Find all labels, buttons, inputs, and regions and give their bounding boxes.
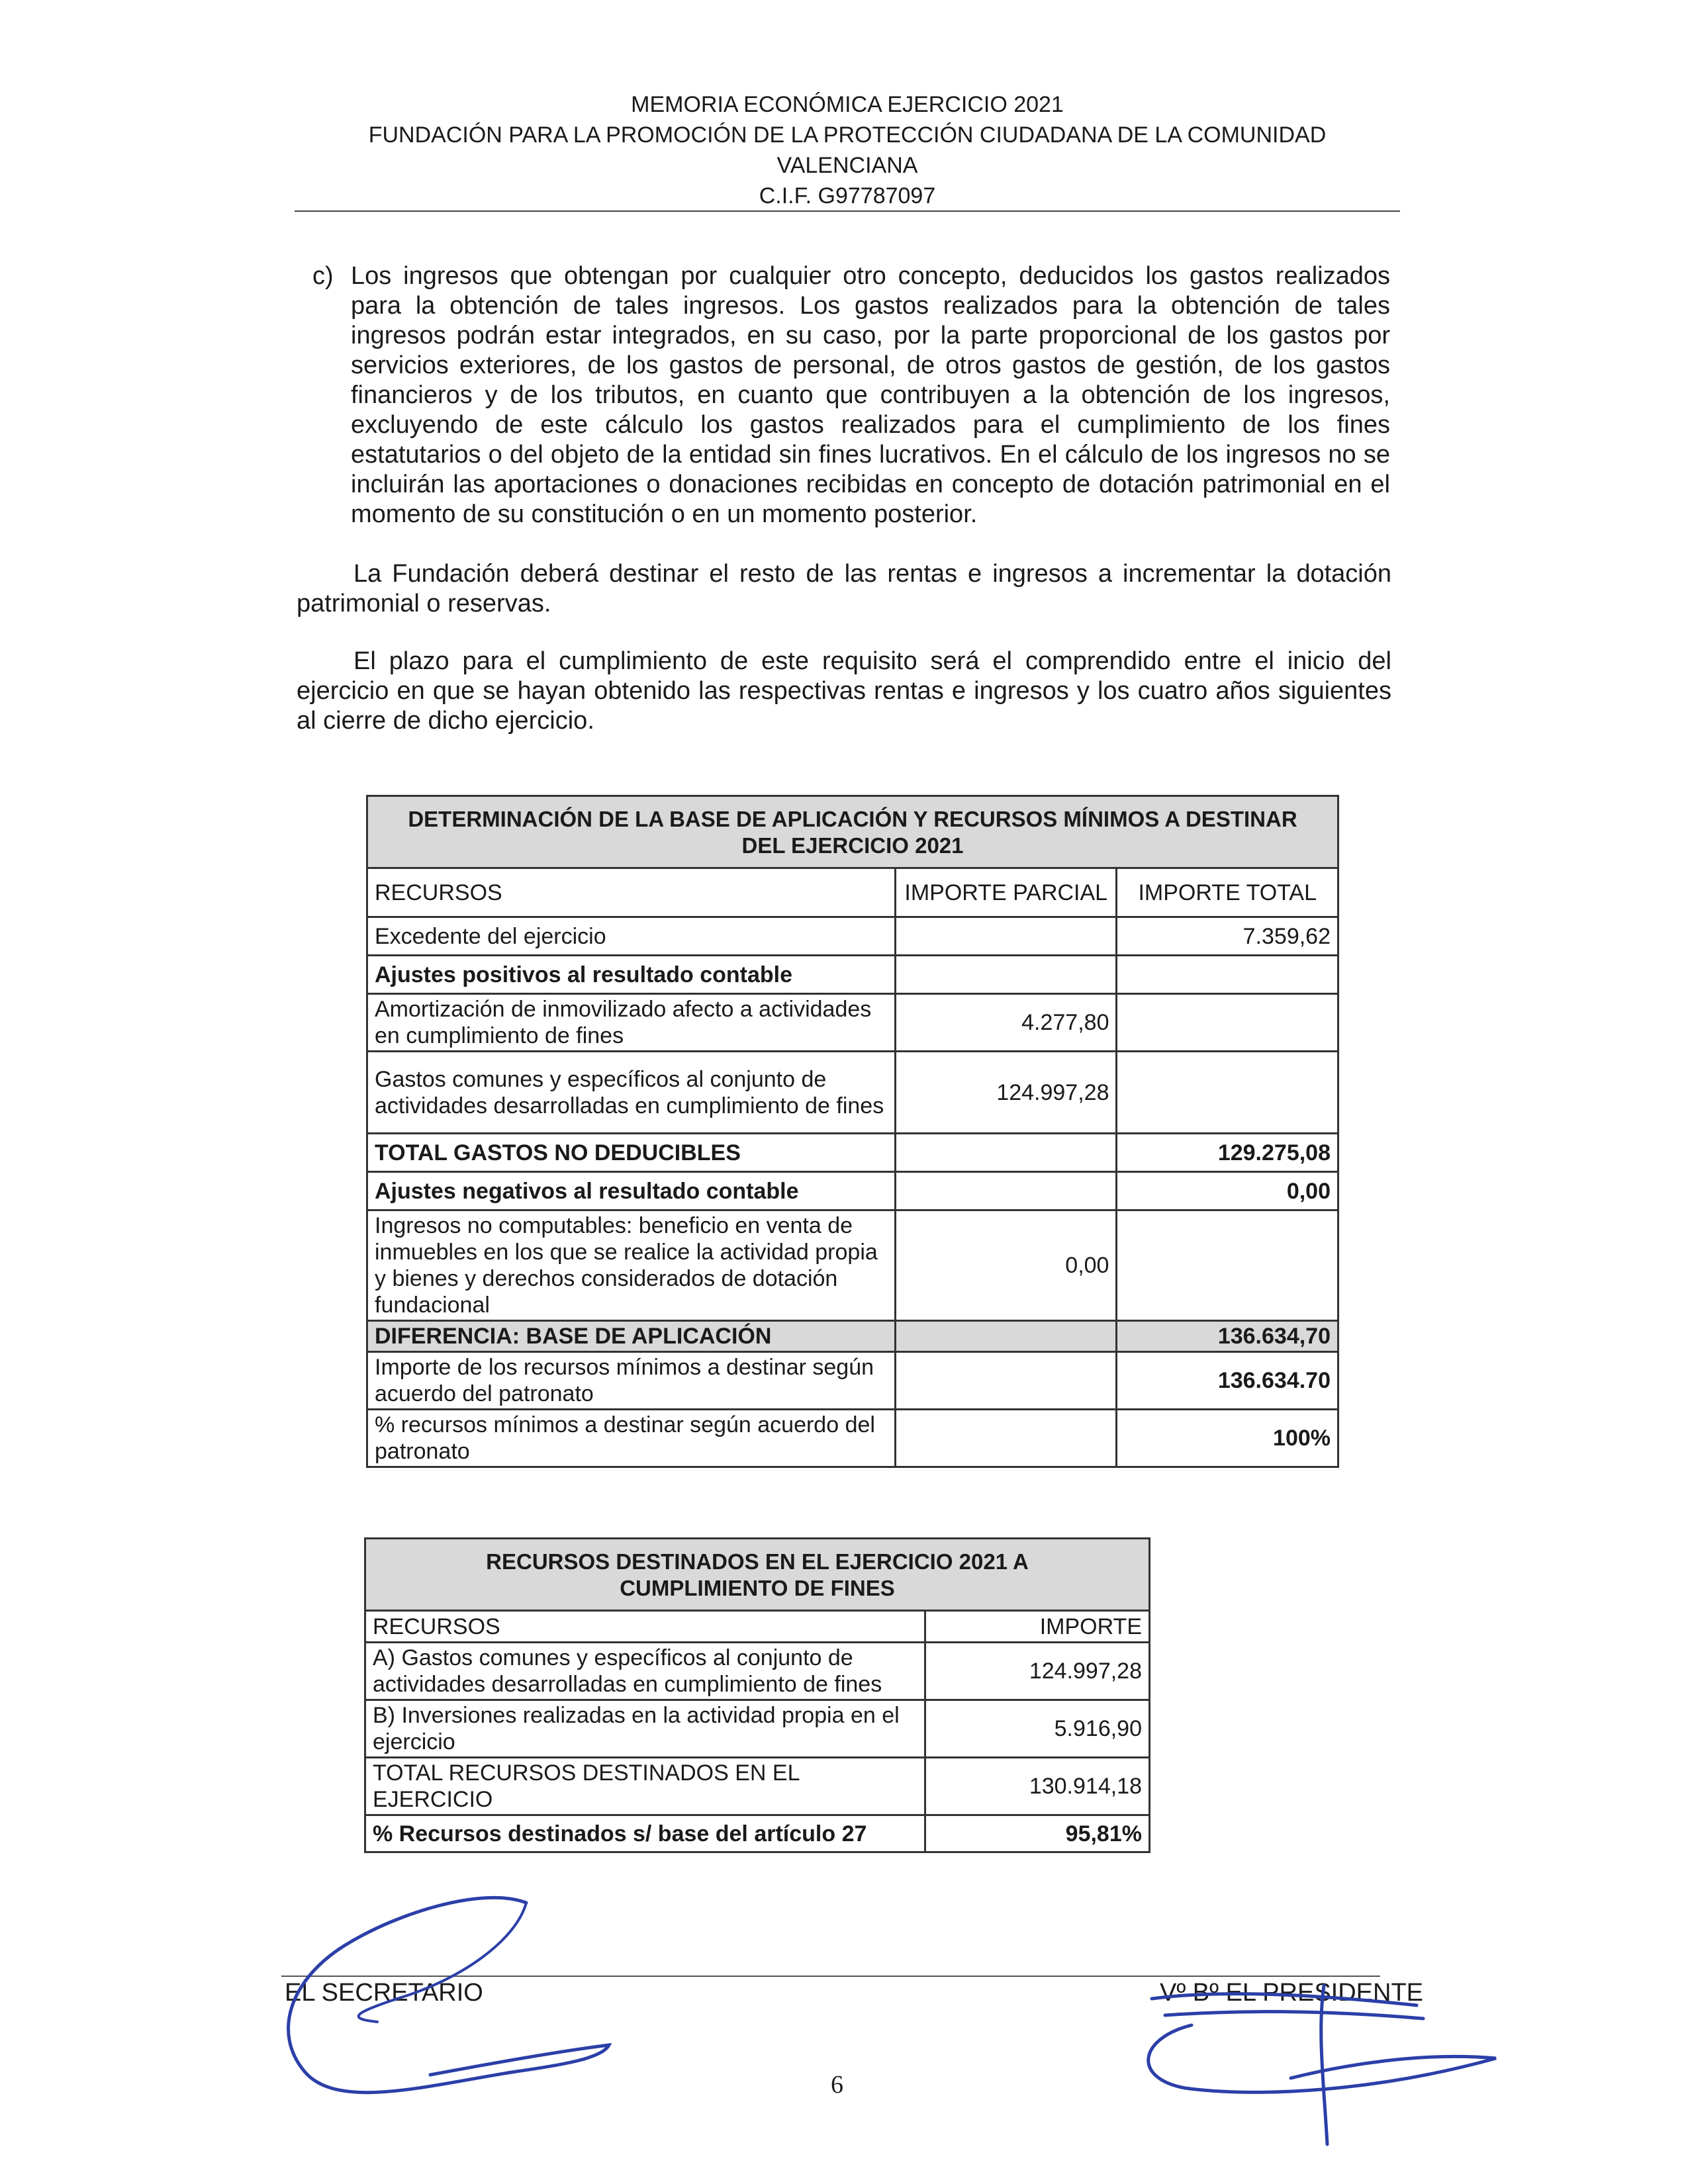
- table-row: Ajustes negativos al resultado contable 0,00: [367, 1172, 1338, 1210]
- paragraph-c-text: Los ingresos que obtengan por cualquier otro concepto, deducidos los gastos realizados para la obtención de tales ingresos. Los gastos realizados para la obtención de tales ingresos podrán estar integrados, en su caso, por la parte proporcional de los gastos por servicios exteriores, de los gastos de personal, de otros gastos de gestión, de los gastos financieros y de los tributos, en cuanto que contribuyen a la obtención de los ingresos, excluyendo de este cálculo los gastos realizados para el cumplimiento de los fines estatutarios o del objeto de la entidad sin fines lucrativos. En el cálculo de los ingresos no se incluirán las aportaciones o donaciones recibidas en concepto de dotación patrimonial en el momento de su constitución o en un momento posterior.: [351, 262, 1390, 528]
- paragraph-c-marker: c): [312, 262, 334, 290]
- paragraph-plazo: El plazo para el cumplimiento de este requisito será el comprendido entre el inicio del ejercicio en que se hayan obtenido las respectivas rentas e ingresos y los cuatro años siguientes al cierre de dicho ejercicio.: [297, 647, 1391, 735]
- page-number: 6: [831, 2071, 843, 2099]
- table-row: Excedente del ejercicio 7.359,62: [367, 917, 1338, 956]
- table-row: A) Gastos comunes y específicos al conjunto de actividades desarrolladas en cumplimiento de fines 124.997,28: [365, 1643, 1150, 1700]
- base-aplicacion-table: [366, 795, 1339, 1468]
- table-row: Ingresos no computables: beneficio en venta de inmuebles en los que se realice la actividad propia y bienes y derechos considerados de dotación fundacional 0,00: [367, 1210, 1338, 1321]
- table-row: B) Inversiones realizadas en la actividad propia en el ejercicio 5.916,90: [365, 1700, 1150, 1758]
- table-row: TOTAL RECURSOS DESTINADOS EN EL EJERCICIO 130.914,18: [365, 1758, 1150, 1815]
- paragraph-fundacion: La Fundación deberá destinar el resto de las rentas e ingresos a incrementar la dotación patrimonial o reservas.: [297, 560, 1391, 617]
- president-signature: [1125, 1979, 1523, 2158]
- table-row: TOTAL GASTOS NO DEDUCIBLES 129.275,08: [367, 1134, 1338, 1172]
- header-divider: [295, 210, 1400, 212]
- table2-header-recursos: RECURSOS: [365, 1611, 925, 1643]
- paragraph-c: [312, 261, 1390, 529]
- table-row: DIFERENCIA: BASE DE APLICACIÓN 136.634,70: [367, 1321, 1338, 1352]
- secretary-label: EL SECRETARIO: [285, 1979, 483, 2007]
- table-row: Importe de los recursos mínimos a destinar según acuerdo del patronato 136.634.70: [367, 1352, 1338, 1410]
- secretary-signature: [265, 1886, 635, 2124]
- table1-title: DETERMINACIÓN DE LA BASE DE APLICACIÓN Y RECURSOS MÍNIMOS A DESTINAR DEL EJERCICIO 2021: [367, 796, 1338, 868]
- table1-header-parcial: IMPORTE PARCIAL: [896, 868, 1117, 917]
- table-row: Gastos comunes y específicos al conjunto de actividades desarrolladas en cumplimiento de fines 124.997,28: [367, 1052, 1338, 1134]
- president-label: Vº Bº EL PRESIDENTE: [1160, 1979, 1424, 2007]
- table-row: Ajustes positivos al resultado contable: [367, 956, 1338, 994]
- table1-header-total: IMPORTE TOTAL: [1117, 868, 1338, 917]
- document-header: [295, 89, 1400, 211]
- recursos-destinados-table: [364, 1537, 1150, 1853]
- table2-header-importe: IMPORTE: [925, 1611, 1149, 1643]
- header-cif: C.I.F. G97787097: [759, 183, 936, 208]
- header-organization-cont: VALENCIANA: [776, 153, 918, 178]
- table1-header-recursos: RECURSOS: [367, 868, 896, 917]
- table-row: % Recursos destinados s/ base del artículo 27 95,81%: [365, 1815, 1150, 1852]
- header-organization: FUNDACIÓN PARA LA PROMOCIÓN DE LA PROTECCIÓN CIUDADANA DE LA COMUNIDAD: [368, 122, 1327, 148]
- table-row: Amortización de inmovilizado afecto a actividades en cumplimiento de fines 4.277,80: [367, 994, 1338, 1052]
- header-title: MEMORIA ECONÓMICA EJERCICIO 2021: [631, 92, 1064, 117]
- table2-title: RECURSOS DESTINADOS EN EL EJERCICIO 2021 A CUMPLIMIENTO DE FINES: [365, 1539, 1150, 1611]
- table-row: % recursos mínimos a destinar según acuerdo del patronato 100%: [367, 1410, 1338, 1467]
